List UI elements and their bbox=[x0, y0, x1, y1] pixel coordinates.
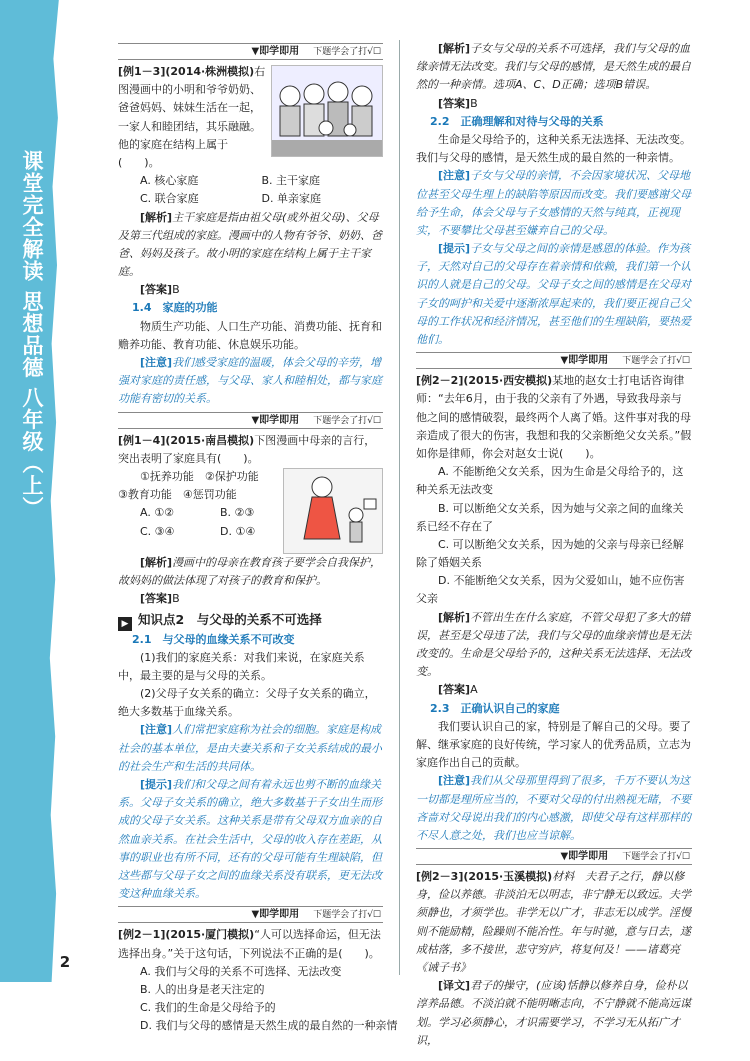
option-a[interactable]: A. ①② bbox=[140, 506, 175, 520]
play-icon: ▶ bbox=[118, 617, 132, 631]
answer: B bbox=[470, 96, 478, 110]
practice-checkbox[interactable]: 下题学会了打√☐ bbox=[313, 415, 381, 426]
practice-bar: ▼即学即用 下题学会了打√☐ bbox=[118, 906, 383, 923]
answer: A bbox=[470, 683, 478, 697]
tip: [提示]我们和父母之间有着永远也剪不断的血缘关系。父母子女关系的确立，绝大多数基于子女出生而形成的父母子女关系。这种关系是带有父母双方血亲的自然血亲关系。在社会生活中，父母的收入存在差距，从事的职业也有所不同，还有的父母可能有生理缺陷，但这些都与父母子女之间的血缘关系没有联系，更无法改变这种血缘关系。 bbox=[118, 778, 382, 901]
example-2-3: [例2－3](2015·玉溪模拟)材料 夫君子之行，静以修身，俭以养德。非淡泊无以明志，非宁静无以致远。夫学须静也，才须学也。非学无以广才，非志无以成学。淫慢则不能励精，险躁则不能冶性。年与时驰，意与日去，遂成枯落，多不接世，悲守穷庐，将复何及！——诸葛亮《诫子书》 [译文]君子的操守，(应该)恬静以修养自身，俭朴以淳养品德。不淡泊就不能明晰志向，不宁静就不能高远谋划。学习必须静心，才识需要学习，不学习无从拓广才识， bbox=[416, 870, 691, 1047]
practice-bar: ▼即学即用 下题学会了打√☐ bbox=[118, 43, 383, 60]
section-title: 1.4 家庭的功能 bbox=[132, 301, 218, 315]
tip: [提示]子女与父母之间的亲情是感恩的体验。作为孩子，天然对自己的父母存在着亲情和依赖，我们第一个认识的人就是自己的父母。父母子女之间的感情是在父母对子女的呵护和关爱中逐渐浓厚起来的，我们要正视自己父母的工作状况和经济情况，甚至他们的生理缺陷，要热爱他们。 bbox=[416, 242, 691, 346]
example-head: [例1－4](2015·南昌模拟) bbox=[118, 433, 255, 447]
option-c[interactable]: C. 可以断绝父女关系，因为她的父亲与母亲已经解除了婚姻关系 bbox=[416, 537, 684, 570]
page-number: 2 bbox=[59, 953, 71, 971]
cartoon-mother-image bbox=[283, 468, 383, 554]
example-head: [例2－2](2015·西安模拟) bbox=[416, 374, 553, 388]
option-d[interactable]: D. 不能断绝父女关系，因为父爱如山，她不应伤害父亲 bbox=[416, 574, 685, 606]
option-a[interactable]: A. 核心家庭 bbox=[140, 174, 199, 188]
right-column: [解析]子女与父母的关系不可选择，我们与父母的血缘亲情无法改变。我们与父母的感情，是天然生成的最自然的一种亲情。选项A、C、D正确；选项B错误。 [答案]B 2.2 正确理解和对待与父母的关系 生命是父母给予的，这种关系无法选择、无法改变。我们与父母的感情，是天然生成的最自然的一种亲情。 [注意]子女与父母的亲情，不会因家境状况、父母地位甚至父母生理上的缺陷等原因而改变。我们要感谢父母给予生命，体会父母与子女感情的天然与纯真，正视现实，不要攀比父母甚至嫌弃自己的父母。 [提示]子女与父母之间的亲情是感恩的体验。作为孩子，天然对自己的父母存在着亲情和依赖，我们第一个认识的人就是自己的父母。父母子女之间的感情是在父母对子女的呵护和关爱中逐渐浓厚起来的，我们要正视自己父母的工作状况和经济情况，甚至他们的生理缺陷，要热爱他们。 ▼即学即用 下题学会了打√☐ [例2－2](2015·西安模拟)某地的赵女士打电话咨询律师：“去年6月，由于我的父亲有了外遇，导致我母亲与他之间的感情破裂，最终两个人离了婚。这件事对我的母亲造成了很大的伤害，我想和我的父亲断绝父女关系。”假如你是律师，你会对赵女士说( )。 A. 不能断绝父女关系，因为生命是父母给予的，这种关系无法改变 B. 可以断绝父女关系，因为她与父亲之间的血缘关系已经不存在了 C. 可以断绝父女关系，因为她的父亲与母亲已经解除了婚姻关系 D. 不能断绝父女关系，因为父爱如山，她不应伤害父亲 [解析]不管出生在什么家庭，不管父母犯了多大的错误，甚至是父母违了法，我们与父母的血缘亲情也是无法改变的。生命是父母给予的，这种关系无法选择、无法改变。 [答案]A 2.3 正确认识自己的家庭 我们要认识自己的家，特别是了解自己的父母。要了解、继承家庭的良好传统，学习家人的优秀品质，立志为家庭作出自己的贡献。 [注意]我们从父母那里得到了很多，千万不要认为这一切都是理所应当的，不要对父母的付出熟视无睹，不要吝啬对父母说出我们的内心感激，即使父母有这样那样的不尽人意之处，我们也应当谅解。 ▼即学即用 下题学会了打√☐ [例2－3](2015·玉溪模拟)材料 夫君子之行，静以修身，俭以养德。非淡泊无以明志，非宁静无以致远。夫学须静也，才须学也。非学无以广才，非志无以成学。淫慢则不能励精，险躁则不能冶性。年与时驰，意与日去，遂成枯落，多不接世，悲守穷庐，将复何及！——诸葛亮《诫子书》 [译文]君子的操守，(应该)恬静以修养自身，俭朴以淳养品德。不淡泊就不能明晰志向，不宁静就不能高远谋划。学习必须静心，才识需要学习，不学习无从拓广才识， bbox=[416, 40, 692, 1050]
section-title: 2.3 正确认识自己的家庭 bbox=[430, 701, 560, 715]
answer: B bbox=[172, 283, 180, 297]
book-title: 课堂完全解读 思想品德 八年级（上） bbox=[20, 150, 44, 519]
sidebar bbox=[0, 0, 62, 982]
section-title: 2.1 与父母的血缘关系不可改变 bbox=[132, 632, 295, 646]
practice-checkbox[interactable]: 下题学会了打√☐ bbox=[313, 47, 381, 57]
column-divider bbox=[399, 40, 400, 975]
practice-checkbox[interactable]: 下题学会了打√☐ bbox=[622, 356, 690, 367]
answer: B bbox=[172, 592, 180, 606]
practice-bar: ▼即学即用 下题学会了打√☐ bbox=[118, 412, 383, 429]
analysis-text: 主干家庭是指由祖父母(或外祖父母)、父母及第三代组成的家庭。漫画中的人物有爷爷、奶奶、爸爸、妈妈及孩子。故小明的家庭在结构上属于主干家庭。 bbox=[118, 210, 382, 279]
practice-checkbox[interactable]: 下题学会了打√☐ bbox=[622, 852, 690, 863]
analysis-text: 子女与父母的关系不可选择，我们与父母的血缘亲情无法改变。我们与父母的感情，是天然生成的最自然的一种亲情。选项A、C、D正确；选项B错误。 bbox=[416, 42, 691, 92]
example-head: [例2－3](2015·玉溪模拟) bbox=[416, 870, 553, 884]
section-title: 2.2 正确理解和对待与父母的关系 bbox=[430, 114, 604, 128]
practice-bar: ▼即学即用 下题学会了打√☐ bbox=[416, 848, 692, 865]
example-1-3: [例1－3](2014·株洲模拟)右图漫画中的小明和爷爷奶奶、爸爸妈妈、妹妹生活在一起，一家人和睦团结，其乐融融。他的家庭在结构上属于( )。 A. 核心家庭 B. 主干家庭 C. 联合家庭 D. 单亲家庭 [解析]主干家庭是指由祖父母(或外祖父母)、父母及第三代组成的家庭。漫画中的人物有爷爷、奶奶、爸爸、妈妈及孩子。故小明的家庭在结构上属于主干家庭。 [答案]B bbox=[118, 65, 382, 297]
example-head: [例2－1](2015·厦门模拟) bbox=[118, 928, 255, 942]
option-c[interactable]: C. 联合家庭 bbox=[140, 192, 199, 206]
analysis-text: 不管出生在什么家庭，不管父母犯了多大的错误，甚至是父母违了法，我们与父母的血缘亲情也是无法改变的。生命是父母给予的，这种关系无法选择、无法改变。 bbox=[416, 610, 691, 679]
option-b[interactable]: B. 可以断绝父女关系，因为她与父亲之间的血缘关系已经不存在了 bbox=[416, 501, 684, 533]
option-a[interactable]: A. 不能断绝父女关系，因为生命是父母给予的，这种关系无法改变 bbox=[416, 465, 684, 497]
example-2-2: [例2－2](2015·西安模拟)某地的赵女士打电话咨询律师：“去年6月，由于我的父亲有了外遇，导致我母亲与他之间的感情破裂，最终两个人离了婚。这件事对我的母亲造成了很大的伤害，我想和我的父亲断绝父女关系。”假如你是律师，你会对赵女士说( )。 A. 不能断绝父女关系，因为生命是父母给予的，这种关系无法改变 B. 可以断绝父女关系，因为她与父亲之间的血缘关系已经不存在了 C. 可以断绝父女关系，因为她的父亲与母亲已经解除了婚姻关系 D. 不能断绝父女关系，因为父爱如山，她不应伤害父亲 [解析]不管出生在什么家庭，不管父母犯了多大的错误，甚至是父母违了法，我们与父母的血缘亲情也是无法改变的。生命是父母给予的，这种关系无法选择、无法改变。 [答案]A bbox=[416, 374, 692, 697]
practice-bar: ▼即学即用 下题学会了打√☐ bbox=[416, 352, 692, 369]
option-d[interactable]: D. ①④ bbox=[220, 524, 256, 538]
option-b[interactable]: B. ②③ bbox=[220, 506, 255, 520]
example-1-4: [例1－4](2015·南昌模拟)下图漫画中母亲的言行，突出表明了家庭具有( )。 ①抚养功能 ②保护功能 ③教育功能 ④惩罚功能 A. ①② B. ②③ C. ③④ D. ①④ [解析]漫画中的母亲在教育孩子要学会自我保护，故妈妈的做法体现了对孩子的教育和保护。 [答案]B bbox=[118, 433, 382, 606]
section-body: 物质生产功能、人口生产功能、消费功能、抚育和赡养功能、教育功能、休息娱乐功能。 bbox=[118, 319, 382, 351]
torn-edge bbox=[48, 0, 62, 982]
option-b[interactable]: B. 主干家庭 bbox=[261, 174, 321, 188]
options bbox=[118, 504, 279, 540]
option-d[interactable]: D. 我们与父母的感情是天然生成的最自然的一种亲情 bbox=[140, 1019, 398, 1033]
analysis-text: 漫画中的母亲在教育孩子要学会自我保护，故妈妈的做法体现了对孩子的教育和保护。 bbox=[118, 555, 382, 588]
example-head: [例1－3](2014·株洲模拟) bbox=[118, 65, 255, 78]
note: [注意]人们常把家庭称为社会的细胞。家庭是构成社会的基本单位，是由夫妻关系和子女关系结成的最小的社会生产和生活的共同体。 bbox=[118, 723, 382, 773]
option-b[interactable]: B. 人的出身是老天注定的 bbox=[140, 982, 265, 996]
example-2-1: [例2－1](2015·厦门模拟)“人可以选择命运，但无法选择出身。”关于这句话，下列说法不正确的是( )。 A. 我们与父母的关系不可选择、无法改变 B. 人的出身是老天注定的 C. 我们的生命是父母给予的 D. 我们与父母的感情是天然生成的最自然的一种亲情 bbox=[118, 926, 383, 1035]
left-column: ▼即学即用 下题学会了打√☐ [例1－3](2014·株洲模拟)右图漫画中的小明和爷爷奶奶、爸爸妈妈、妹妹生活在一起，一家人和睦团结，其乐融融。他的家庭在结构上属于( )。 A. 核心家庭 B. 主干家庭 C. 联合家庭 D. 单亲家庭 [解析]主干家庭是指由祖父母(或外祖父母)、父母及第三代组成的家庭。漫画中的人物有爷爷、奶奶、爸爸、妈妈及孩子。故小明的家庭在结构上属于主干家庭。 [答案]B 1.4 家庭的功能 物质生产功能、人口生产功能、消费功能、抚育和赡养功能、教育功能、休息娱乐功能。 [注意]我们感受家庭的温暖，体会父母的辛劳，增强对家庭的责任感，与父母、家人和睦相处，都与家庭功能有密切的关系。 ▼即学即用 下题学会了打√☐ [例1－4](2015·南昌模拟)下图漫画中母亲的言行，突出表明了家庭具有( )。 ①抚养功能 ②保护功能 ③教育功能 ④惩罚功能 A. ①② B. ②③ C. ③④ D. ①④ [解析]漫画中的母亲在教育孩子要学会自我保护，故妈妈的做法体现了对孩子的教育和保护。 [答案]B ▶ 知识点2 与父母的关系不可选择 2.1 与父母的血缘关系不可改变 (1)我们的家庭关系：对我们来说，在家庭关系中，最主要的是与父母的关系。 (2)父母子女关系的确立：父母子女关系的确立，绝大多数基于血缘关系。 [注意]人们常把家庭称为社会的细胞。家庭是构成社会的基本单位，是由夫妻关系和子女关系结成的最小的社会生产和生活的共同体。 [提示]我们和父母之间有着永远也剪不断的血缘关系。父母子女关系的确立，绝大多数基于子女出生而形成的父母子女关系。这种关系是带有父母双方血亲的自然血亲关系。在社会生活中，父母的收入存在差距，从事的职业也有所不同，还有的父母可能有生理缺陷，但这些都与父母子女之间的血缘关系没有联系，更无法改变这种血缘关系。 ▼即学即用 下题学会了打√☐ [例2－1](2015·厦门模拟)“人可以选择命运，但无法选择出身。”关于这句话，下列说法不正确的是( )。 A. 我们与父母的关系不可选择、无法改变 B. 人的出身是老天注定的 C. 我们的生命是父母给予的 D. 我们与父母的感情是天然生成的最自然的一种亲情 bbox=[118, 40, 383, 1035]
option-c[interactable]: C. 我们的生命是父母给予的 bbox=[140, 1001, 276, 1015]
option-c[interactable]: C. ③④ bbox=[140, 524, 175, 538]
practice-checkbox[interactable]: 下题学会了打√☐ bbox=[313, 910, 381, 921]
option-d[interactable]: D. 单亲家庭 bbox=[261, 192, 321, 206]
note: [注意]子女与父母的亲情，不会因家境状况、父母地位甚至父母生理上的缺陷等原因而改变。我们要感谢父母给予生命，体会父母与子女感情的天然与纯真，正视现实，不要攀比父母甚至嫌弃自己的父母。 bbox=[416, 169, 691, 237]
option-a[interactable]: A. 我们与父母的关系不可选择、无法改变 bbox=[140, 964, 342, 978]
note: [注意]我们从父母那里得到了很多，千万不要认为这一切都是理所应当的，不要对父母的付出熟视无睹，不要吝啬对父母说出我们的内心感激，即使父母有这样那样的不尽人意之处，我们也应当谅解。 bbox=[416, 774, 691, 842]
note: [注意]我们感受家庭的温暖，体会父母的辛劳，增强对家庭的责任感，与父母、家人和睦相处，都与家庭功能有密切的关系。 bbox=[118, 356, 382, 406]
knowledge-point-title: ▶ 知识点2 与父母的关系不可选择 bbox=[118, 611, 383, 631]
cartoon-family-image bbox=[271, 65, 383, 157]
options bbox=[118, 172, 383, 208]
